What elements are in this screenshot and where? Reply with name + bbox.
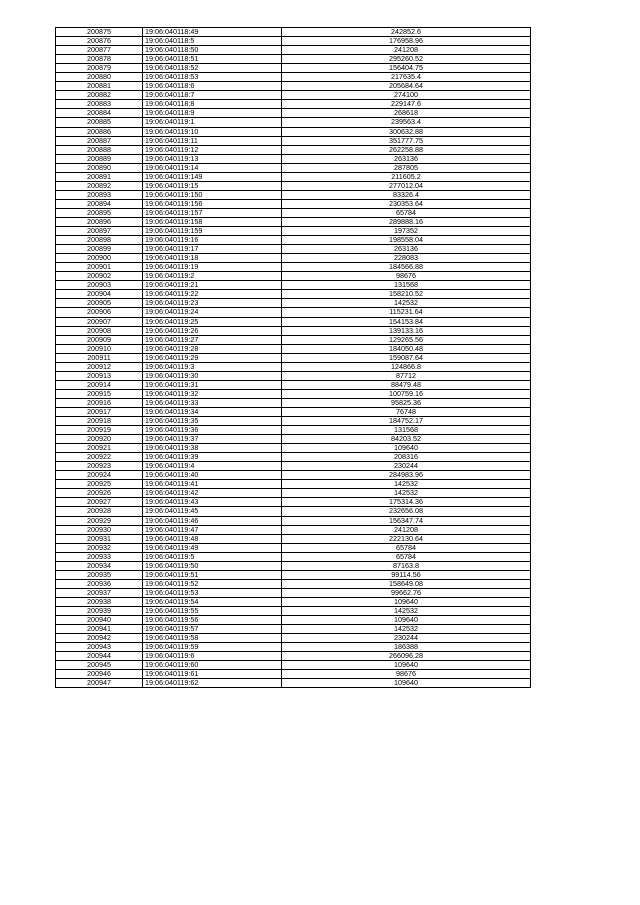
cell-value: 277012.04 [282,181,531,190]
cell-cadastral-number: 19:06:040119:4 [143,462,282,471]
cell-id: 200912 [56,362,143,371]
cell-cadastral-number: 19:06:040119:27 [143,335,282,344]
cell-id: 200875 [56,28,143,37]
cell-id: 200889 [56,154,143,163]
cell-cadastral-number: 19:06:040119:59 [143,643,282,652]
cell-cadastral-number: 19:06:040119:60 [143,661,282,670]
cell-value: 156404.75 [282,64,531,73]
cell-value: 274100 [282,91,531,100]
cell-value: 87712 [282,371,531,380]
cell-cadastral-number: 19:06:040119:35 [143,417,282,426]
cell-cadastral-number: 19:06:040119:61 [143,670,282,679]
table-row [56,91,531,100]
cell-id: 200915 [56,389,143,398]
cell-value: 139133.16 [282,326,531,335]
cell-value: 158649.08 [282,579,531,588]
cell-cadastral-number: 19:06:040119:13 [143,154,282,163]
cell-value: 230353.64 [282,199,531,208]
cell-id: 200914 [56,380,143,389]
cell-value: 142532 [282,625,531,634]
table-row [56,109,531,118]
table-row [56,643,531,652]
cell-cadastral-number: 19:06:040119:32 [143,389,282,398]
cell-cadastral-number: 19:06:040118:52 [143,64,282,73]
cell-value: 87163.8 [282,561,531,570]
cell-cadastral-number: 19:06:040119:49 [143,543,282,552]
table-row [56,480,531,489]
cell-id: 200919 [56,426,143,435]
table-row [56,435,531,444]
table-row [56,426,531,435]
table-row [56,579,531,588]
cell-value: 98676 [282,272,531,281]
cell-cadastral-number: 19:06:040118:7 [143,91,282,100]
cell-value: 222130.64 [282,534,531,543]
cell-value: 186388 [282,643,531,652]
cell-cadastral-number: 19:06:040119:57 [143,625,282,634]
cell-cadastral-number: 19:06:040119:53 [143,588,282,597]
cell-value: 95825.36 [282,398,531,407]
table-row [56,118,531,127]
cell-id: 200931 [56,534,143,543]
table-row [56,208,531,217]
cell-value: 230244 [282,634,531,643]
cell-id: 200897 [56,227,143,236]
table-row [56,616,531,625]
cell-cadastral-number: 19:06:040119:55 [143,607,282,616]
cell-id: 200933 [56,552,143,561]
cell-id: 200926 [56,489,143,498]
cell-cadastral-number: 19:06:040119:14 [143,163,282,172]
cell-cadastral-number: 19:06:040118:5 [143,37,282,46]
cell-cadastral-number: 19:06:040119:24 [143,308,282,317]
cell-cadastral-number: 19:06:040119:1 [143,118,282,127]
cell-cadastral-number: 19:06:040119:12 [143,145,282,154]
table-row [56,136,531,145]
cell-id: 200901 [56,263,143,272]
cell-id: 200887 [56,136,143,145]
cell-id: 200940 [56,616,143,625]
cell-value: 184752.17 [282,417,531,426]
cell-value: 142532 [282,299,531,308]
cell-id: 200891 [56,172,143,181]
table-row [56,634,531,643]
cell-cadastral-number: 19:06:040119:28 [143,344,282,353]
cell-cadastral-number: 19:06:040119:46 [143,516,282,525]
table-row [56,498,531,507]
cell-cadastral-number: 19:06:040119:157 [143,208,282,217]
cell-id: 200934 [56,561,143,570]
table-row [56,281,531,290]
cell-value: 159087.64 [282,353,531,362]
cell-cadastral-number: 19:06:040118:50 [143,46,282,55]
cell-value: 266096.28 [282,652,531,661]
cell-id: 200941 [56,625,143,634]
cell-id: 200884 [56,109,143,118]
table-row [56,417,531,426]
cell-value: 83326.4 [282,190,531,199]
table-row [56,543,531,552]
cell-cadastral-number: 19:06:040119:62 [143,679,282,688]
cell-cadastral-number: 19:06:040119:33 [143,398,282,407]
cell-id: 200899 [56,245,143,254]
table-row [56,64,531,73]
cell-cadastral-number: 19:06:040119:2 [143,272,282,281]
cell-value: 100759.16 [282,389,531,398]
table-row [56,516,531,525]
cell-value: 98676 [282,670,531,679]
cell-value: 295260.52 [282,55,531,64]
table-row [56,525,531,534]
cell-id: 200936 [56,579,143,588]
cell-cadastral-number: 19:06:040119:31 [143,380,282,389]
cell-value: 184050.48 [282,344,531,353]
table-row [56,462,531,471]
cell-id: 200911 [56,353,143,362]
cell-cadastral-number: 19:06:040118:53 [143,73,282,82]
cell-value: 217635.4 [282,73,531,82]
cell-value: 124866.8 [282,362,531,371]
table-row [56,335,531,344]
cell-id: 200902 [56,272,143,281]
cell-id: 200916 [56,398,143,407]
table-row [56,670,531,679]
cell-cadastral-number: 19:06:040119:58 [143,634,282,643]
table-row [56,199,531,208]
table-row [56,471,531,480]
cell-cadastral-number: 19:06:040119:34 [143,407,282,416]
cell-id: 200893 [56,190,143,199]
cell-value: 176958.96 [282,37,531,46]
cell-id: 200924 [56,471,143,480]
table-row [56,145,531,154]
cell-id: 200882 [56,91,143,100]
cell-id: 200879 [56,64,143,73]
cell-value: 232656.08 [282,507,531,516]
cell-id: 200943 [56,643,143,652]
cell-value: 351777.75 [282,136,531,145]
cell-cadastral-number: 19:06:040119:38 [143,444,282,453]
cell-id: 200938 [56,597,143,606]
table-row [56,55,531,64]
cell-value: 154153.84 [282,317,531,326]
cell-id: 200939 [56,607,143,616]
cell-id: 200890 [56,163,143,172]
table-row [56,398,531,407]
cell-cadastral-number: 19:06:040119:26 [143,326,282,335]
cell-cadastral-number: 19:06:040119:39 [143,453,282,462]
cell-value: 197352 [282,227,531,236]
cell-id: 200896 [56,217,143,226]
cell-cadastral-number: 19:06:040119:54 [143,597,282,606]
cell-id: 200925 [56,480,143,489]
cell-id: 200892 [56,181,143,190]
cell-value: 284983.96 [282,471,531,480]
cell-id: 200885 [56,118,143,127]
cell-value: 65784 [282,543,531,552]
cell-cadastral-number: 19:06:040119:3 [143,362,282,371]
cell-id: 200909 [56,335,143,344]
cell-cadastral-number: 19:06:040119:30 [143,371,282,380]
table-row [56,534,531,543]
data-table [55,27,531,688]
table-row [56,353,531,362]
cell-id: 200907 [56,317,143,326]
cell-cadastral-number: 19:06:040119:6 [143,652,282,661]
cell-id: 200927 [56,498,143,507]
cell-id: 200881 [56,82,143,91]
cell-cadastral-number: 19:06:040119:5 [143,552,282,561]
cell-value: 241208 [282,46,531,55]
cell-value: 109640 [282,444,531,453]
cell-value: 268618 [282,109,531,118]
cell-value: 229147.6 [282,100,531,109]
table-row [56,444,531,453]
cell-cadastral-number: 19:06:040119:22 [143,290,282,299]
table-row [56,290,531,299]
table-row [56,308,531,317]
cell-cadastral-number: 19:06:040118:8 [143,100,282,109]
cell-value: 205684.64 [282,82,531,91]
table-row [56,100,531,109]
cell-value: 99662.76 [282,588,531,597]
cell-id: 200905 [56,299,143,308]
cell-value: 142532 [282,489,531,498]
cell-cadastral-number: 19:06:040119:50 [143,561,282,570]
table-body [56,28,531,688]
cell-value: 184566.88 [282,263,531,272]
cell-value: 228083 [282,254,531,263]
table-row [56,73,531,82]
cell-id: 200888 [56,145,143,154]
cell-id: 200910 [56,344,143,353]
cell-id: 200886 [56,127,143,136]
cell-value: 131568 [282,426,531,435]
cell-cadastral-number: 19:06:040119:17 [143,245,282,254]
table-row [56,154,531,163]
table-row [56,127,531,136]
cell-id: 200932 [56,543,143,552]
cell-value: 131568 [282,281,531,290]
cell-id: 200917 [56,407,143,416]
cell-id: 200928 [56,507,143,516]
table-row [56,326,531,335]
cell-value: 208316 [282,453,531,462]
cell-value: 109640 [282,679,531,688]
cell-id: 200921 [56,444,143,453]
table-row [56,181,531,190]
cell-cadastral-number: 19:06:040119:43 [143,498,282,507]
cell-cadastral-number: 19:06:040119:159 [143,227,282,236]
cell-id: 200947 [56,679,143,688]
cell-cadastral-number: 19:06:040119:10 [143,127,282,136]
cell-id: 200906 [56,308,143,317]
table-row [56,227,531,236]
table-row [56,652,531,661]
cell-value: 175314.36 [282,498,531,507]
table-row [56,661,531,670]
cell-value: 76748 [282,407,531,416]
table-row [56,625,531,634]
cell-value: 198558.04 [282,236,531,245]
table-row [56,453,531,462]
cell-cadastral-number: 19:06:040119:18 [143,254,282,263]
cell-cadastral-number: 19:06:040119:158 [143,217,282,226]
table-row [56,254,531,263]
cell-value: 109640 [282,616,531,625]
table-row [56,561,531,570]
table-row [56,597,531,606]
cell-id: 200904 [56,290,143,299]
table-row [56,489,531,498]
cell-cadastral-number: 19:06:040119:25 [143,317,282,326]
cell-cadastral-number: 19:06:040119:11 [143,136,282,145]
table-row [56,362,531,371]
cell-value: 65784 [282,552,531,561]
cell-id: 200937 [56,588,143,597]
table-row [56,552,531,561]
cell-id: 200922 [56,453,143,462]
cell-value: 142532 [282,480,531,489]
cell-cadastral-number: 19:06:040119:41 [143,480,282,489]
cell-cadastral-number: 19:06:040119:45 [143,507,282,516]
table-row [56,217,531,226]
cell-cadastral-number: 19:06:040119:156 [143,199,282,208]
table-row [56,46,531,55]
cell-cadastral-number: 19:06:040119:40 [143,471,282,480]
cell-value: 156347.74 [282,516,531,525]
cell-cadastral-number: 19:06:040119:21 [143,281,282,290]
cell-id: 200894 [56,199,143,208]
cell-id: 200930 [56,525,143,534]
table-row [56,272,531,281]
cell-value: 242852.6 [282,28,531,37]
cell-cadastral-number: 19:06:040119:149 [143,172,282,181]
cell-value: 142532 [282,607,531,616]
cell-cadastral-number: 19:06:040118:6 [143,82,282,91]
cell-value: 65784 [282,208,531,217]
table-row [56,263,531,272]
cell-id: 200913 [56,371,143,380]
cell-value: 211605.2 [282,172,531,181]
cell-id: 200920 [56,435,143,444]
table-row [56,389,531,398]
table-row [56,317,531,326]
cell-value: 99114.56 [282,570,531,579]
table-row [56,82,531,91]
cell-cadastral-number: 19:06:040119:56 [143,616,282,625]
cell-cadastral-number: 19:06:040119:47 [143,525,282,534]
table-row [56,371,531,380]
table-row [56,163,531,172]
cell-value: 84203.52 [282,435,531,444]
cell-id: 200903 [56,281,143,290]
cell-cadastral-number: 19:06:040119:19 [143,263,282,272]
table-row [56,407,531,416]
cell-value: 263136 [282,154,531,163]
cell-value: 109640 [282,661,531,670]
cell-id: 200942 [56,634,143,643]
cell-value: 287805 [282,163,531,172]
cell-value: 289888.16 [282,217,531,226]
table-row [56,679,531,688]
cell-cadastral-number: 19:06:040119:52 [143,579,282,588]
cell-cadastral-number: 19:06:040119:150 [143,190,282,199]
cell-value: 230244 [282,462,531,471]
table-row [56,236,531,245]
cell-id: 200935 [56,570,143,579]
cell-id: 200929 [56,516,143,525]
cell-cadastral-number: 19:06:040119:48 [143,534,282,543]
cell-cadastral-number: 19:06:040118:49 [143,28,282,37]
table-row [56,299,531,308]
table-row [56,344,531,353]
cell-cadastral-number: 19:06:040119:37 [143,435,282,444]
table-row [56,588,531,597]
cell-id: 200898 [56,236,143,245]
cell-value: 109640 [282,597,531,606]
table-row [56,245,531,254]
cell-cadastral-number: 19:06:040118:51 [143,55,282,64]
table-row [56,28,531,37]
cell-value: 115231.64 [282,308,531,317]
cell-cadastral-number: 19:06:040119:15 [143,181,282,190]
cell-cadastral-number: 19:06:040119:42 [143,489,282,498]
cell-cadastral-number: 19:06:040119:23 [143,299,282,308]
cell-id: 200923 [56,462,143,471]
table-row [56,190,531,199]
cell-cadastral-number: 19:06:040119:16 [143,236,282,245]
cell-id: 200895 [56,208,143,217]
cell-cadastral-number: 19:06:040119:51 [143,570,282,579]
cell-cadastral-number: 19:06:040119:36 [143,426,282,435]
cell-value: 262258.88 [282,145,531,154]
cell-id: 200880 [56,73,143,82]
table-row [56,570,531,579]
cell-value: 241208 [282,525,531,534]
cell-value: 300632.88 [282,127,531,136]
table-row [56,37,531,46]
cell-id: 200878 [56,55,143,64]
cell-value: 129265.56 [282,335,531,344]
cell-id: 200908 [56,326,143,335]
table-row [56,380,531,389]
cell-value: 158210.52 [282,290,531,299]
cell-id: 200876 [56,37,143,46]
cell-id: 200946 [56,670,143,679]
cell-cadastral-number: 19:06:040119:29 [143,353,282,362]
cell-id: 200883 [56,100,143,109]
cell-id: 200900 [56,254,143,263]
cell-id: 200945 [56,661,143,670]
cell-value: 88479.48 [282,380,531,389]
cell-value: 239563.4 [282,118,531,127]
table-row [56,507,531,516]
cell-id: 200944 [56,652,143,661]
cell-cadastral-number: 19:06:040118:9 [143,109,282,118]
cell-id: 200918 [56,417,143,426]
cell-id: 200877 [56,46,143,55]
table-row [56,172,531,181]
table-row [56,607,531,616]
cell-value: 263136 [282,245,531,254]
